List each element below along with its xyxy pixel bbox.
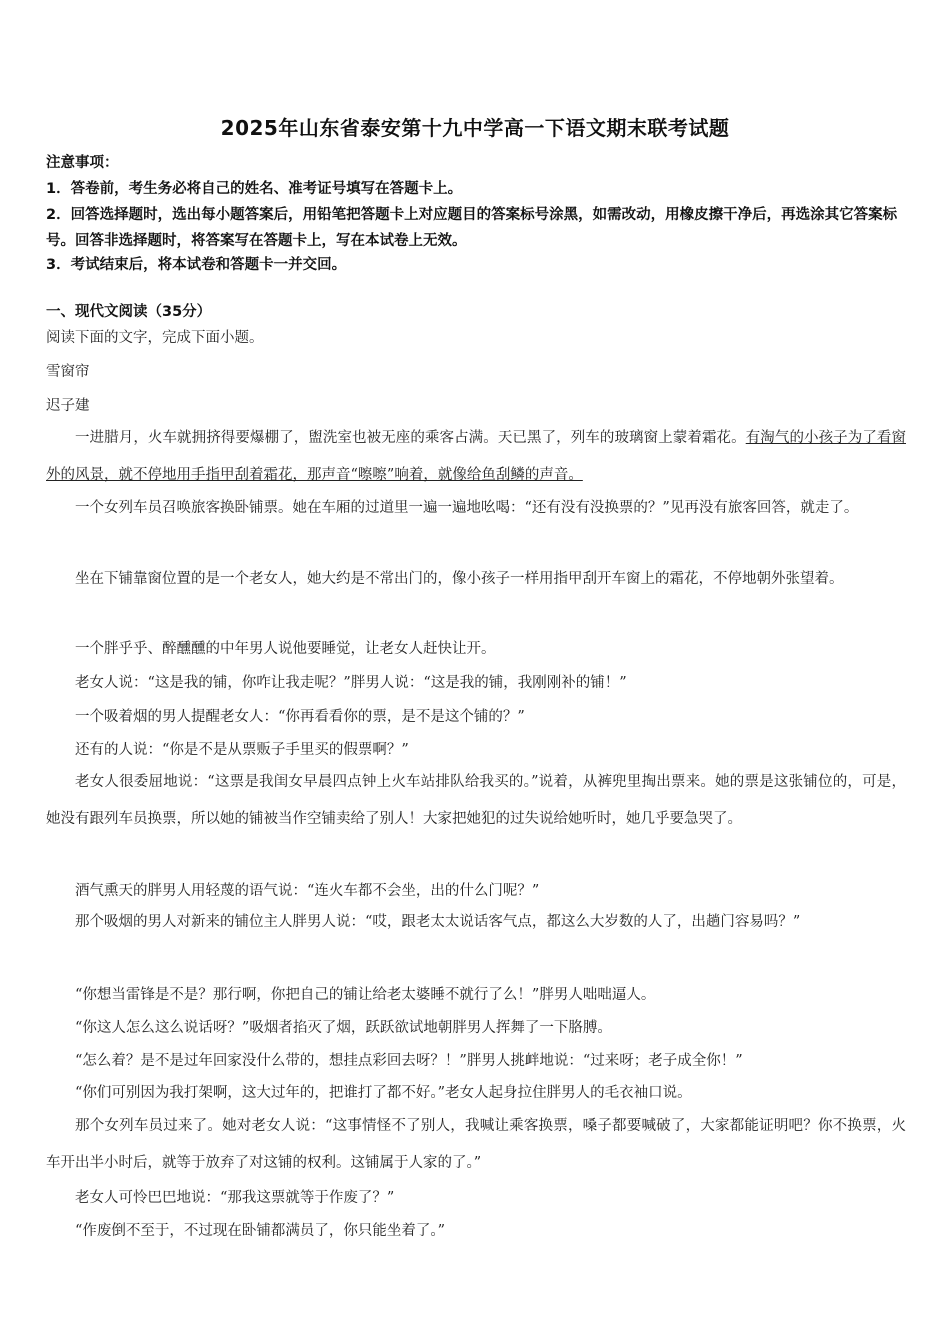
paragraph-12: “你这人怎么这么说话呀？”吸烟者掐灭了烟，跃跃欲试地朝胖男人挥舞了一下胳膊。 bbox=[75, 1020, 612, 1036]
story-title: 雪窗帘 bbox=[46, 364, 90, 380]
notice-heading: 注意事项： bbox=[46, 155, 119, 171]
paragraph-7: 还有的人说：“你是不是从票贩子手里买的假票啊？” bbox=[75, 742, 409, 758]
notice-item-1: 1．答卷前，考生务必将自己的姓名、准考证号填写在答题卡上。 bbox=[46, 181, 463, 197]
paragraph-11: “你想当雷锋是不是？那行啊，你把自己的铺让给老太婆睡不就行了么！”胖男人咄咄逼人。 bbox=[75, 987, 656, 1003]
paragraph-8: 老女人很委屈地说：“这票是我闺女早晨四点钟上火车站排队给我买的。”说着，从裤兜里掏出票来。她的票是这张铺位的，可是，她没有跟列车员换票，所以她的铺被当作空铺卖给了别人！大家把她犯的过失说给她听时，她几乎要急哭了。 bbox=[46, 774, 906, 827]
underlined-sentence: 有淘气的小孩子为了看窗外的风景，就不停地用手指甲刮着霜花，那声音“嚓嚓”响着，就像给鱼刮鳞的声音。 bbox=[46, 430, 907, 483]
paragraph-6: 一个吸着烟的男人提醒老女人：“你再看看你的票，是不是这个铺的？” bbox=[75, 709, 525, 725]
paragraph-15: 那个女列车员过来了。她对老女人说：“这事情怪不了别人，我喊让乘客换票，嗓子都要喊破了，大家都能证明吧？你不换票，火车开出半小时后，就等于放弃了对这铺的权利。这铺属于人家的了。” bbox=[46, 1118, 906, 1171]
paragraph-9: 酒气熏天的胖男人用轻蔑的语气说：“连火车都不会坐，出的什么门呢？” bbox=[75, 883, 540, 899]
paragraph-10: 那个吸烟的男人对新来的铺位主人胖男人说：“哎，跟老太太说话客气点，都这么大岁数的人了，出趟门容易吗？” bbox=[75, 914, 801, 930]
paragraph-5: 老女人说：“这是我的铺，你咋让我走呢？”胖男人说：“这是我的铺，我刚刚补的铺！” bbox=[75, 675, 627, 691]
story-author: 迟子建 bbox=[46, 398, 90, 414]
paragraph-4: 一个胖乎乎、醉醺醺的中年男人说他要睡觉，让老女人赶快让开。 bbox=[75, 641, 496, 657]
exam-title: 2025年山东省泰安第十九中学高一下语文期末联考试题 bbox=[220, 116, 730, 140]
notice-item-2: 2．回答选择题时，选出每小题答案后，用铅笔把答题卡上对应题目的答案标号涂黑，如需改动，用橡皮擦干净后，再选涂其它答案标号。回答非选择题时，将答案写在答题卡上，写在本试卷上无效。 bbox=[46, 207, 898, 249]
paragraph-1-text: 一进腊月，火车就拥挤得要爆棚了，盥洗室也被无座的乘客占满。天已黑了，列车的玻璃窗上蒙着霜花。 bbox=[75, 430, 746, 446]
paragraph-17: “作废倒不至于，不过现在卧铺都满员了，你只能坐着了。” bbox=[75, 1223, 446, 1239]
paragraph-2: 一个女列车员召唤旅客换卧铺票。她在车厢的过道里一遍一遍地吆喝：“还有没有没换票的？”见再没有旅客回答，就走了。 bbox=[75, 500, 859, 516]
paragraph-13: “怎么着？是不是过年回家没什么带的，想挂点彩回去呀？！”胖男人挑衅地说：“过来呀；老子成全你！” bbox=[75, 1053, 743, 1069]
notice-item-3: 3．考试结束后，将本试卷和答题卡一并交回。 bbox=[46, 257, 347, 273]
reading-instruction: 阅读下面的文字，完成下面小题。 bbox=[46, 330, 264, 346]
section-heading: 一、现代文阅读（35分） bbox=[46, 304, 212, 320]
paragraph-3: 坐在下铺靠窗位置的是一个老女人，她大约是不常出门的，像小孩子一样用指甲刮开车窗上的霜花，不停地朝外张望着。 bbox=[75, 571, 844, 587]
paragraph-16: 老女人可怜巴巴地说：“那我这票就等于作废了？” bbox=[75, 1190, 395, 1206]
paragraph-14: “你们可别因为我打架啊，这大过年的，把谁打了都不好。”老女人起身拉住胖男人的毛衣袖口说。 bbox=[75, 1085, 692, 1101]
paragraph-1 bbox=[46, 420, 906, 494]
